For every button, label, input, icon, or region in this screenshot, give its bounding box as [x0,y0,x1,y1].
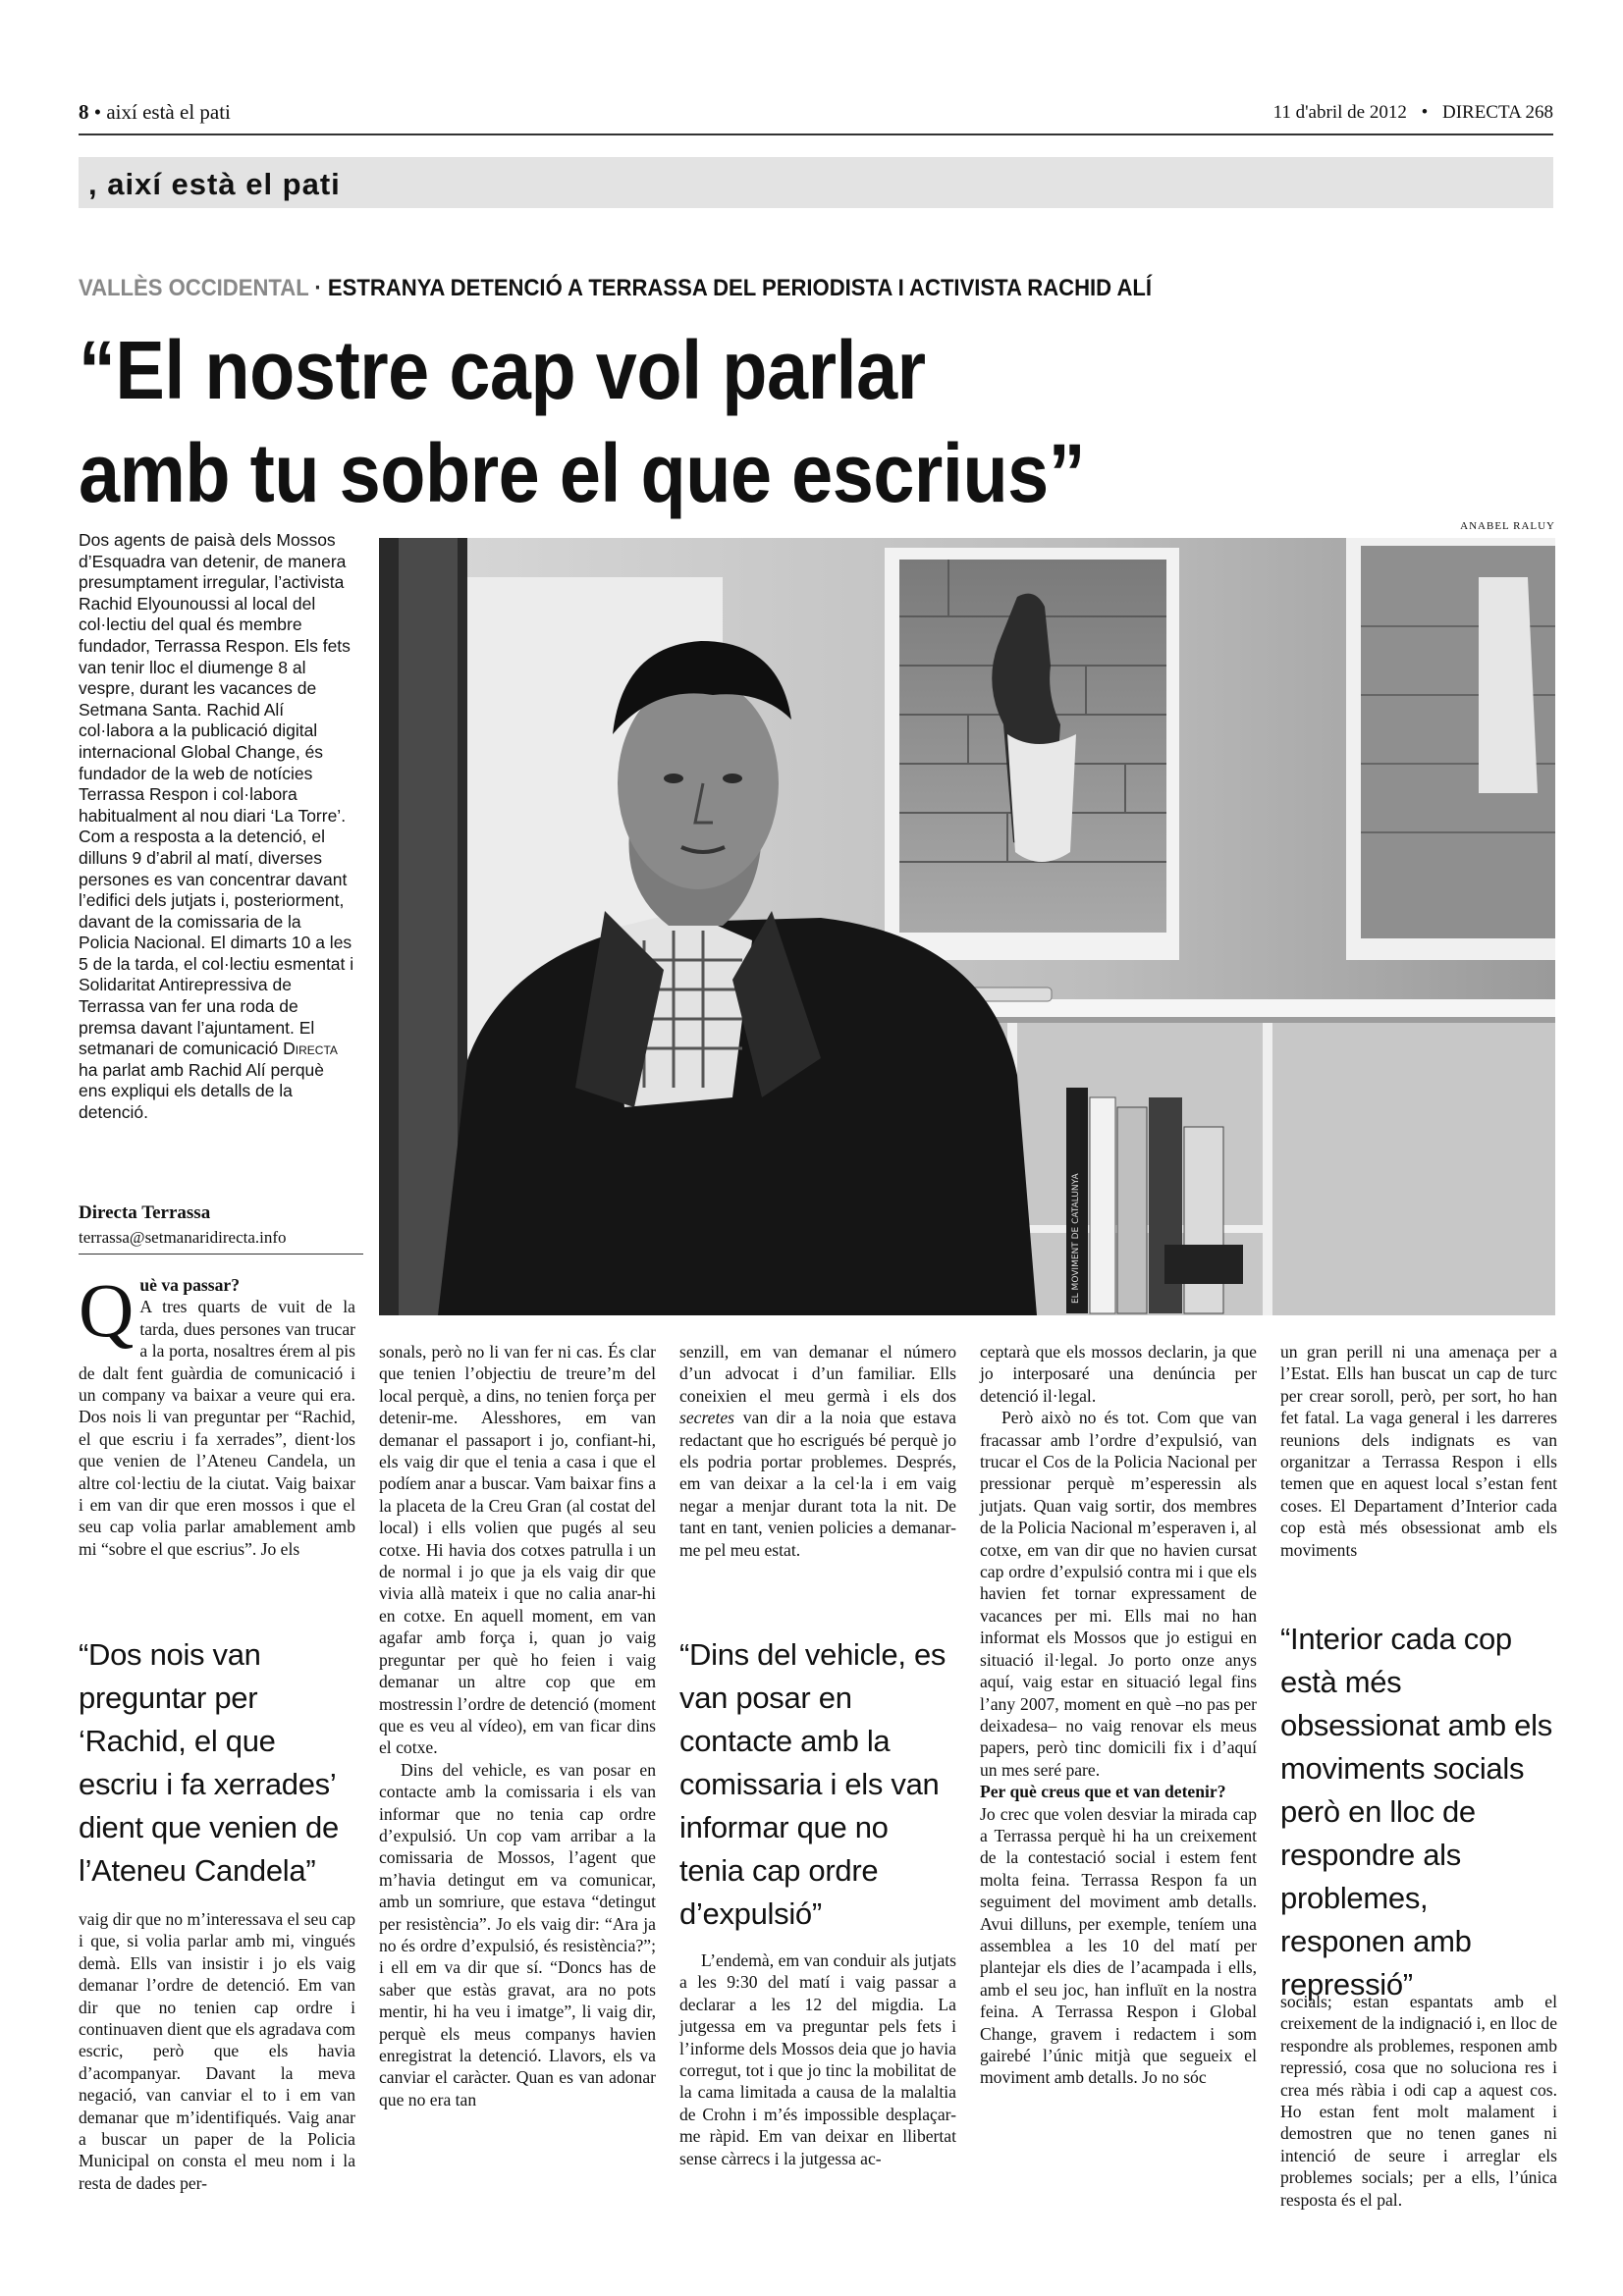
article-column-5 [1280,1341,1557,1561]
headline [79,319,1404,525]
drop-cap: Q [79,1267,135,1353]
byline-email[interactable]: terrassa@setmanaridirecta.info [79,1228,287,1247]
column-2-paragraph-2: Dins del vehicle, es van posar en contacte amb la comissaria i els van informar que no tenia cap ordre d’expulsió. Un cop vam arribar a la comissaria de Mossos, l’agent que m’havia detingut em va comunicar, amb un somriure, que estava “detingut per resistència”. Jo els vaig dir: “Ara ja no és ordre d’expulsió, és resistència?”; i ell em va dir que sí. “Doncs has de saber que estàs gravat, ara no pots mentir, hi ha veu i imatge”, li vaig dir, perquè els meus companys havien enregistrat la detenció. Llavors, els va canviar el caràcter. Quan es van adonar que no era tan [379,1759,656,2109]
pull-quote-1: “Dos nois van preguntar per ‘Rachid, el que escriu i fa xerrades’ dient que venien de l’Ateneu Candela” [79,1637,339,1888]
issue-date: 11 d'abril de 2012 [1272,102,1407,123]
publication-name: DIRECTA 268 [1441,102,1553,123]
column-4-paragraph-1: ceptarà que els mossos declarin, ja que jo interposaré una denúncia per detenció il·legal. [980,1342,1257,1406]
photo-illustration [379,538,1555,1315]
kicker-text: ESTRANYA DETENCIÓ A TERRASSA DEL PERIODISTA I ACTIVISTA RACHID ALÍ [327,275,1153,301]
section-band [79,157,1553,208]
intro-brand: Directa [283,1039,338,1059]
question-2: Per què creus que et van detenir? [980,1782,1226,1802]
column-3-paragraph-2: L’endemà, em van conduir als jutjats a les 9:30 del matí i vaig passar a declarar a les 12 del migdia. La jutgessa em va preguntar pels fets i l’informe dels Mossos deia que jo havia corregut, tot i que jo tinc la mobilitat de la cama limitada a causa de la malaltia de Crohn i m’és impossible desplaçar-me ràpid. Em van deixar en llibertat sense càrrecs i la jutgessa ac- [679,1950,956,2168]
running-header-left: 8 • així està el pati [79,100,231,124]
article-photo [379,538,1555,1315]
byline-name: Directa Terrassa [79,1202,211,1223]
intro-text-1: Dos agents de paisà dels Mossos d’Esquadra van detenir, de manera presumptament irregular, l’activista Rachid Elyounoussi al local del col·lectiu del qual és membre fundador, Terrassa Respon. Els fets van tenir lloc el diumenge 8 al vespre, durant les vacances de Setmana Santa. Rachid Alí col·labora a la publicació digital internacional Global Change, és fundador de la web de notícies Terrassa Respon i col·labora habitualment al nou diari ‘La Torre’. Com a resposta a la detenció, el dilluns 9 d’abril al matí, diverses persones es van concentrar davant l’edifici dels jutjats i, posteriorment, davant de la comissaria de la Policia Nacional. El dimarts 10 a les 5 de la tarda, el col·lectiu esmentat i Solidaritat Antirepressiva de Terrassa van fer una roda de premsa davant l’ajuntament. El setmanari de comunicació [79,530,354,1059]
column-5-paragraph-2: socials; estan espantats amb el creixement de la indignació i, en lloc de respondre als problemes, responen amb repressió, cosa que no soluciona res i crea més ràbia i odi cap a aquest cos. Ho estan fent molt malament i demostren que no tenen ganes ni intenció de seure i arreglar els problemes socials; per a ells, l’única resposta és el pal. [1280,1992,1557,2210]
column-2-paragraph-1: sonals, però no li van fer ni cas. És clar que tenien l’objectiu de treure’m del local perquè, a dins, no tenien força per detenir-me. Alesshores, em van demanar el passaport i jo, confiant-hi, els vaig dir que el tenia a casa i que el podíem anar a buscar. Vam baixar fins a la placeta de la Creu Gran (al costat del local) i ells volien que pugés al seu cotxe. Hi havia dos cotxes patrulla i un de normal i jo que ja els vaig dir que vivia allà mateix i que no calia anar-hi en cotxe. En aquell moment, em van agafar amb força i, quan jo vaig preguntar per què ho feien i vaig demanar un altre cop que em mostressin l’ordre de detenció (moment que es veu al vídeo), em van ficar dins el cotxe. [379,1342,656,1758]
book-spine-title: EL MOVIMENT DE CATALUNYA [1071,1173,1081,1304]
running-header-right [1273,102,1553,124]
section-title: així està el pati [106,100,231,124]
column-1-paragraph-2: vaig dir que no m’interessava el seu cap i que, si volia parlar amb mi, vingués demà. Ells van insistir i jo els vaig demanar l’ordre de detenció. Em van dir que no tenien cap ordre i continuaven dient que els agradava com escric, però que els havia d’acompanyar. Davant la meva negació, van canviar el to i em van demanar que m’identifiqués. Vaig anar a buscar un paper de la Policia Municipal on consta el meu nom i la resta de dades per- [79,1909,355,2193]
column-4-paragraph-2: Però això no és tot. Com que van fracassar amb l’ordre d’expulsió, van trucar el Cos de la Policia Nacional per pressionar perquè m’esperessin als jutjats. Quan vaig sortir, dos membres de la Policia Nacional m’esperaven i, al cotxe, em van dir que no havien cursat cap ordre d’expulsió contra mi i que els havien fet tornar expressament de vacances per mi. Ells mai no han informat els Mossos que jo estigui en situació il·legal. Jo porto onze anys aquí, vaig estar en situació legal fins l’any 2007, moment en què –no pas per deixadesa– no vaig renovar els meus papers, però tinc domicili fix i d’aquí un mes seré pare. [980,1408,1257,1780]
byline [79,1202,363,1255]
intro-paragraph [79,530,355,1124]
column-5-paragraph-1: un gran perill ni una amenaça per a l’Estat. Ells han buscat un cap de turc per crear soroll, però, per sort, ho han fet fatal. La vaga general i les darreres reunions dels indignats es van organitzar a Terrassa Respon i ells temen que en aquest local s’estan fent coses. El Departament d’Interior cada cop està més obsessionat amb els moviments [1280,1342,1557,1560]
pull-quote-2: “Dins del vehicle, es van posar en contacte amb la comissaria i els van informar que no tenia cap ordre d’expulsió” [679,1637,947,1931]
article-column-5-continued [1280,1991,1557,2211]
column-4-paragraph-3: Jo crec que volen desviar la mirada cap a Terrassa perquè hi ha un creixement de la contestació social i estem fent molta feina. Terrassa Respon fa un seguiment del moviment amb detalls. Avui dilluns, per exemple, teníem una assemblea a les 10 del matí per plantejar els dies de l’acampada i ells, amb el seu joc, han influït en la nostra feina. A Terrassa Respon i Global Change, gravem i redactem i som gairebé l’únic mitjà que segueix el moviment amb detalls. Jo no sóc [980,1803,1257,2088]
question-1: uè va passar? [139,1275,241,1295]
kicker-region: VALLÈS OCCIDENTAL [79,275,309,301]
wall-print-2 [1346,538,1555,960]
photo-credit: ANABEL RALUY [1460,520,1555,532]
page-number: 8 [79,100,89,124]
article-column-3-continued [679,1949,956,2169]
italic-secretes: secretes [679,1408,735,1428]
pull-quote-3: “Interior cada cop està més obsessionat amb els moviments socials però en lloc de respondre als problemes, responen amb repressió” [1280,1622,1552,2002]
headline-line-2: amb tu sobre el que escrius” [79,427,1086,519]
header-separator: • [1421,102,1429,123]
kicker [79,275,1434,302]
headline-line-1: “El nostre cap vol parlar [79,324,926,416]
column-1-paragraph-1: A tres quarts de vuit de la tarda, dues persones van trucar a la porta, nosaltres érem al pis de dalt fent guàrdia de comunicació i un company va baixar a veure qui era. Dos nois li van preguntar per “Rachid, el que escriu i fa xerrades”, dient·los que venien de l’Ateneu Candela, un altre col·lectiu de la ciutat. Vaig baixar i em van dir que eren mossos i que el seu cap volia parlar amablement amb mi “sobre el que escrius”. Jo els [79,1297,355,1559]
section-band-title: , així està el pati [88,167,341,201]
kicker-dot: · [308,275,328,301]
article-column-4 [980,1341,1257,2089]
column-3-paragraph-1: senzill, em van demanar el número d’un advocat i d’un familiar. Ells coneixien el meu germà i els dos secretes van dir a la noia que estava redactant que ho escrigués bé perquè jo els podria portar problemes. Després, em van deixar a la cel·la i em vaig negar a menjar durant tota la nit. De tant en tant, venien policies a demanar-me pel meu estat. [679,1342,956,1560]
wall-print-1 [885,548,1179,960]
article-column-1 [79,1267,355,1560]
article-column-2 [379,1341,656,2110]
article-column-1-continued [79,1908,355,2194]
intro-text-2: ha parlat amb Rachid Alí perquè ens expliqui els detalls de la detenció. [79,1059,325,1123]
small-box [1164,1245,1243,1284]
article-column-3 [679,1341,956,1561]
running-header [79,100,1553,135]
